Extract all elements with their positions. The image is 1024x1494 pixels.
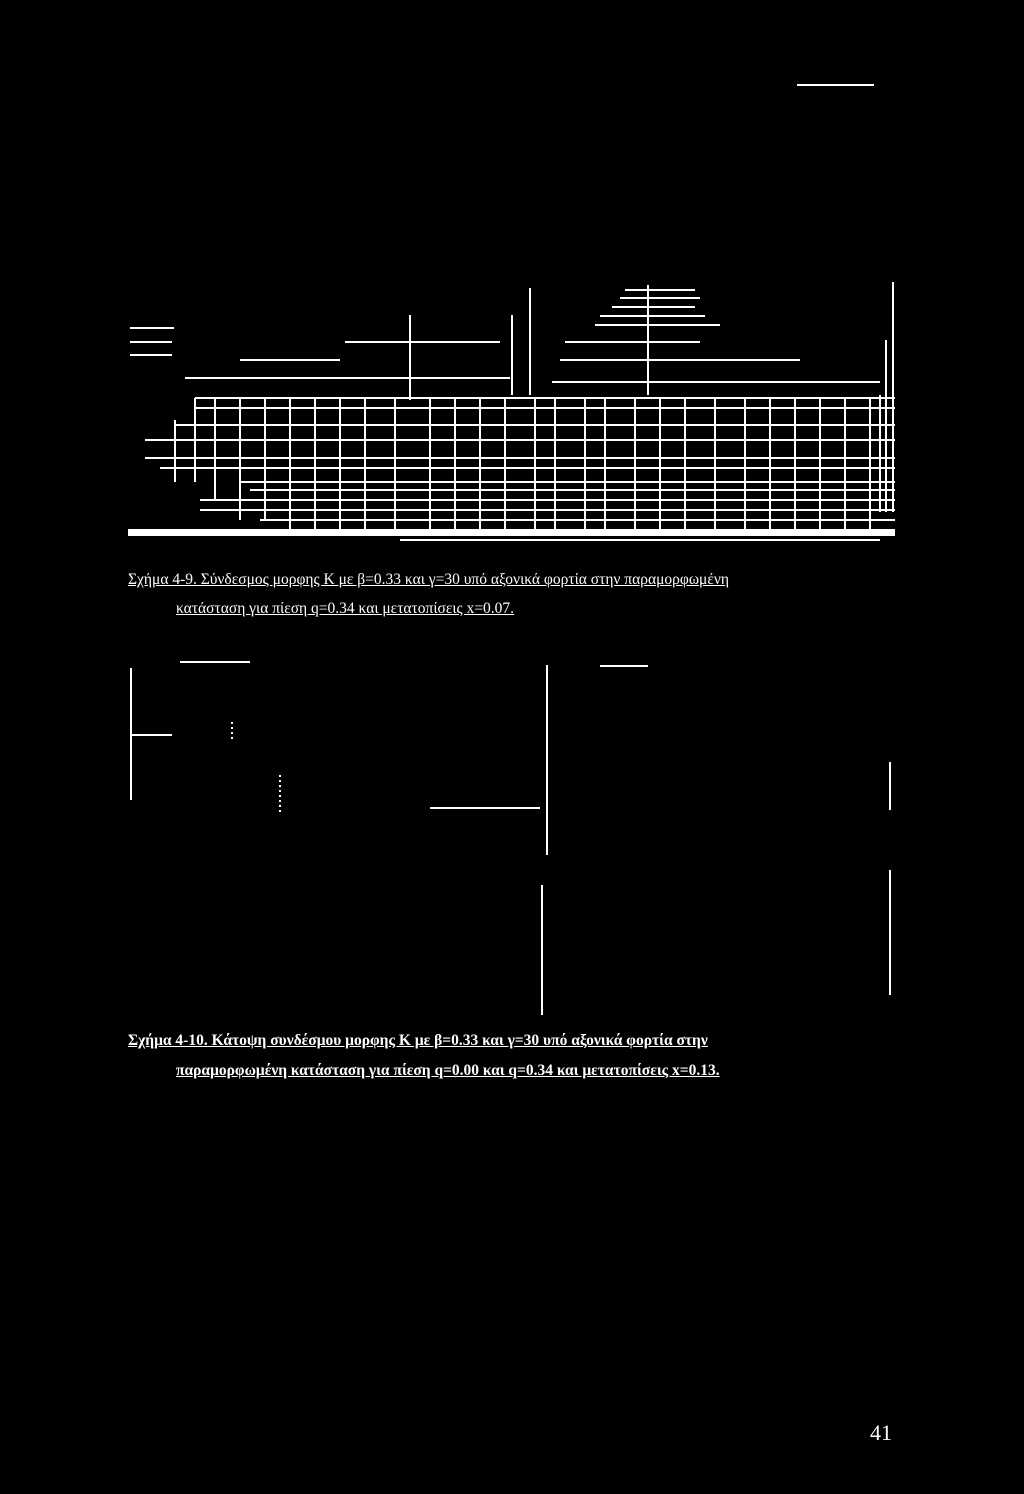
figure-4-10-caption-line2: παραμορφωμένη κατάσταση για πίεση q=0.00 και q=0.34 και μετατοπίσεις x=0.13. xyxy=(176,1062,720,1079)
figure-4-9-caption-line1: Σχήμα 4-9. Σύνδεσμος μορφης Κ με β=0.33 και γ=30 υπό αξονικά φορτία στην παραμορφωμένη xyxy=(128,571,729,588)
figure-4-10-caption-line1: Σχήμα 4-10. Κάτοψη συνδέσμου μορφης Κ με β=0.33 και γ=30 υπό αξονικά φορτία στην xyxy=(128,1032,708,1049)
figure-4-9-caption-line2: κατάσταση για πίεση q=0.34 και μετατοπίσεις x=0.07. xyxy=(176,600,515,617)
page-number: 41 xyxy=(870,1420,892,1445)
